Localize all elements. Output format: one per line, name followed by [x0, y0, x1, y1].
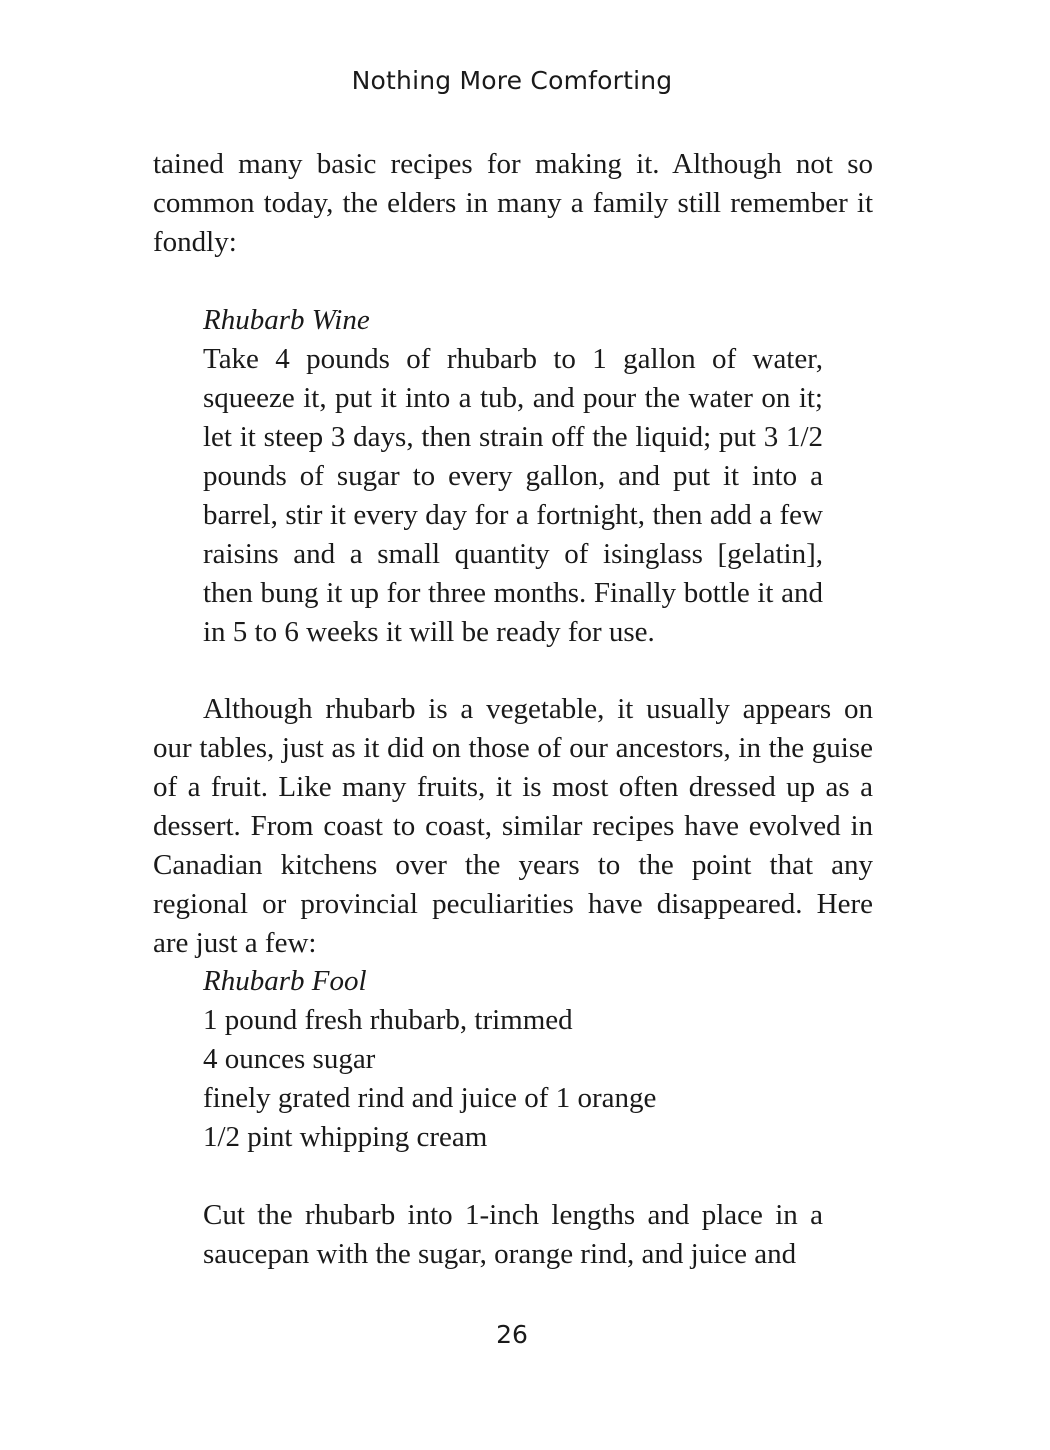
ingredient-item: 4 ounces sugar — [203, 1043, 376, 1075]
body-paragraph-1 — [153, 145, 873, 262]
body-paragraph-2 — [153, 690, 873, 963]
paragraph-text: tained many basic recipes for making it. Although not so common today, the elders in many a family still remember it fondly: — [153, 148, 873, 258]
running-header: Nothing More Comforting — [351, 66, 673, 95]
paragraph-text: Although rhubarb is a vegetable, it usually appears on our tables, just as it did on those of our ancestors, in the guise of a fruit. Like many fruits, it is most often dressed up as a dessert. From coast to coast, similar recipes have evolved in Canadian kitchens over the years to the point that any regional or provincial peculiarities have disappeared. Here are just a few: — [153, 693, 873, 959]
ingredient-item: 1/2 pint whipping cream — [203, 1121, 488, 1153]
ingredient-item: finely grated rind and juice of 1 orange — [203, 1082, 657, 1114]
recipe-method — [203, 1196, 823, 1274]
recipe-rhubarb-wine — [203, 301, 823, 652]
recipe-title: Rhubarb Wine — [203, 304, 370, 336]
ingredient-item: 1 pound fresh rhubarb, trimmed — [203, 1004, 573, 1036]
page-number: 26 — [496, 1320, 528, 1349]
recipe-text: Take 4 pounds of rhubarb to 1 gallon of water, squeeze it, put it into a tub, and pour the water on it; let it steep 3 days, then strain off the liquid; put 3 1/2 pounds of sugar to every gallon, and put it into a barrel, stir it every day for a fortnight, then add a few raisins and a small quantity of isinglass [gelatin], then bung it up for three months. Finally bottle it and in 5 to 6 weeks it will be ready for use. — [203, 343, 823, 648]
method-text: Cut the rhubarb into 1-inch lengths and place in a saucepan with the sugar, orange rind, and juice and — [203, 1199, 823, 1270]
recipe-title: Rhubarb Fool — [203, 965, 367, 997]
recipe-rhubarb-fool — [203, 962, 823, 1157]
